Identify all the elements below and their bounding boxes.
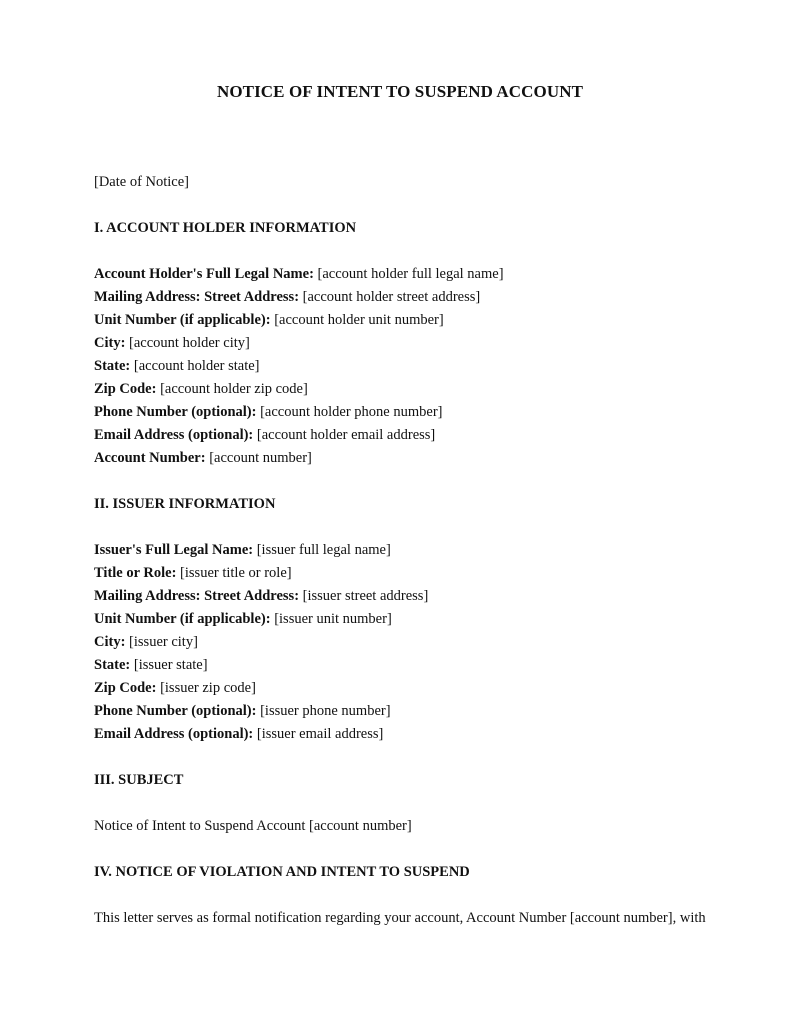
field-row [94,679,734,702]
field-row [94,656,734,679]
field-value: [account holder full legal name] [317,266,504,282]
field-value: [issuer street address] [302,588,429,604]
field-row [94,702,734,725]
field-label: Phone Number (optional): [94,404,257,420]
field-label: Email Address (optional): [94,726,254,742]
field-value: [issuer unit number] [274,611,392,627]
field-label: Account Number: [94,450,206,466]
field-row [94,403,734,426]
field-value: [issuer state] [133,657,208,673]
field-row [94,426,734,449]
field-label: Zip Code: [94,680,157,696]
field-row [94,541,734,564]
field-value: [account holder city] [129,335,250,351]
field-row [94,288,734,311]
field-label: Unit Number (if applicable): [94,611,271,627]
field-value: [account holder email address] [256,427,436,443]
field-label: Mailing Address: Street Address: [94,289,300,305]
field-label: Issuer's Full Legal Name: [94,542,254,558]
field-row [94,564,734,587]
section-heading-issuer: II. ISSUER INFORMATION [94,496,276,512]
field-row [94,265,734,288]
field-value: [account holder phone number] [260,404,443,420]
field-label: State: [94,358,131,374]
field-value: [account holder street address] [302,289,481,305]
section-heading-subject: III. SUBJECT [94,772,184,788]
field-value: [issuer city] [129,634,198,650]
section-heading-account-holder: I. ACCOUNT HOLDER INFORMATION [94,220,357,236]
field-value: [account number] [209,450,312,466]
field-value: [account holder unit number] [274,312,444,328]
field-row [94,380,734,403]
field-label: City: [94,335,126,351]
field-value: [issuer title or role] [180,565,292,581]
field-row [94,587,734,610]
field-label: State: [94,657,131,673]
field-label: Account Holder's Full Legal Name: [94,266,314,282]
document-title: NOTICE OF INTENT TO SUSPEND ACCOUNT [216,82,584,101]
field-value: [account holder zip code] [160,381,308,397]
field-label: Mailing Address: Street Address: [94,588,300,604]
violation-paragraph: This letter serves as formal notification regarding your account, Account Number [account number], with [94,910,706,926]
field-value: [issuer full legal name] [256,542,391,558]
date-of-notice: [Date of Notice] [94,174,190,190]
field-label: Zip Code: [94,381,157,397]
field-row [94,610,734,633]
field-value: [issuer phone number] [260,703,391,719]
field-label: Unit Number (if applicable): [94,312,271,328]
field-value: [issuer email address] [256,726,384,742]
field-value: [account holder state] [133,358,260,374]
field-label: Title or Role: [94,565,177,581]
document-body [94,173,734,932]
field-row [94,449,734,472]
field-label: City: [94,634,126,650]
field-row [94,334,734,357]
field-label: Email Address (optional): [94,427,254,443]
field-value: [issuer zip code] [160,680,256,696]
field-row [94,633,734,656]
section-heading-violation: IV. NOTICE OF VIOLATION AND INTENT TO SUSPEND [94,864,470,880]
field-row [94,725,734,748]
field-row [94,357,734,380]
subject-text: Notice of Intent to Suspend Account [account number] [94,818,412,834]
field-row [94,311,734,334]
field-label: Phone Number (optional): [94,703,257,719]
